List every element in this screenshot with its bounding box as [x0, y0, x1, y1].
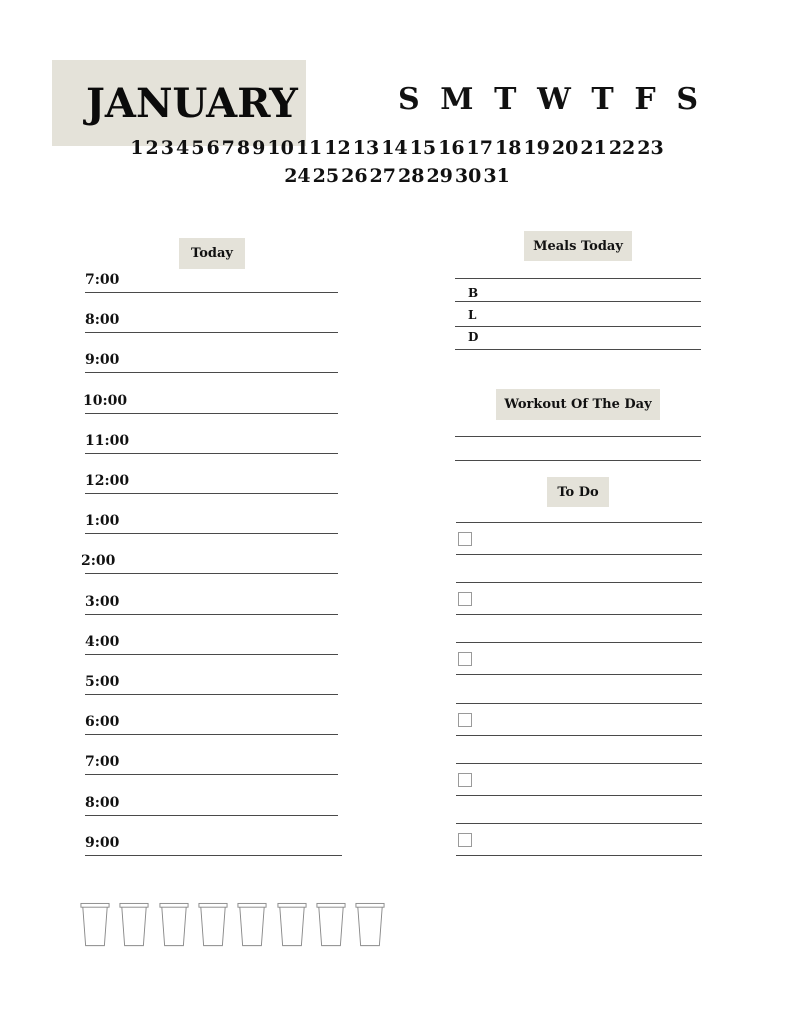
hour-label: 7:00: [85, 272, 120, 288]
weekday-label: S: [676, 82, 698, 117]
weekday-label: W: [537, 82, 571, 117]
date-number: 2: [145, 137, 159, 159]
weekday-label: T: [494, 82, 517, 117]
water-cup-icon[interactable]: [237, 902, 267, 948]
hour-entry-line[interactable]: [85, 694, 338, 695]
todo-checkbox[interactable]: [458, 592, 472, 606]
hour-entry-line[interactable]: [85, 493, 338, 494]
hour-entry-line[interactable]: [85, 413, 338, 414]
todo-entry-line[interactable]: [456, 674, 702, 675]
weekday-label: S: [398, 82, 420, 117]
hour-entry-line[interactable]: [85, 855, 342, 856]
hour-entry-line[interactable]: [85, 332, 338, 333]
date-number: 30: [454, 165, 482, 187]
hour-label: 5:00: [85, 674, 120, 690]
hour-label: 2:00: [81, 553, 116, 570]
date-number: 27: [369, 165, 396, 187]
date-number: 25: [312, 165, 340, 187]
today-heading: Today: [179, 238, 245, 269]
meal-dinner-label: D: [468, 330, 479, 344]
hour-label: 12:00: [85, 473, 130, 489]
todo-line: [456, 763, 702, 764]
workout-line-1[interactable]: [455, 436, 701, 437]
meal-lunch-label: L: [468, 308, 477, 322]
todo-checkbox[interactable]: [458, 532, 472, 546]
hour-label: 11:00: [85, 432, 130, 449]
hour-label: 4:00: [85, 633, 120, 650]
hour-label: 8:00: [85, 794, 120, 811]
date-number: 19: [523, 137, 550, 159]
weekday-header: [398, 82, 698, 117]
todo-entry-line[interactable]: [456, 855, 702, 856]
date-number: 20: [551, 137, 579, 159]
hour-label: 7:00: [85, 754, 120, 771]
hour-label: 9:00: [85, 834, 120, 851]
weekday-label: M: [440, 82, 474, 117]
hour-label: 9:00: [85, 352, 120, 369]
workout-heading: Workout Of The Day: [496, 389, 660, 420]
month-title: JANUARY: [86, 80, 298, 127]
todo-checkbox[interactable]: [458, 713, 472, 727]
workout-line-2[interactable]: [455, 460, 701, 461]
hour-entry-line[interactable]: [85, 734, 338, 735]
date-number: 21: [580, 137, 607, 159]
water-cup-icon[interactable]: [119, 902, 149, 948]
meal-breakfast-line[interactable]: [455, 301, 701, 302]
todo-line: [456, 823, 702, 824]
date-number: 31: [483, 165, 510, 187]
hour-entry-line[interactable]: [85, 292, 338, 293]
meal-dinner-line[interactable]: [455, 349, 701, 350]
date-number: 9: [252, 137, 266, 159]
date-number: 29: [426, 165, 453, 187]
todo-entry-line[interactable]: [456, 735, 702, 736]
water-cup-icon[interactable]: [80, 902, 110, 948]
todo-entry-line[interactable]: [456, 554, 702, 555]
date-number: 26: [341, 165, 368, 187]
meals-top-line: [455, 278, 701, 279]
todo-checkbox[interactable]: [458, 833, 472, 847]
date-number: 3: [160, 137, 174, 159]
todo-checkbox[interactable]: [458, 773, 472, 787]
date-number: 11: [295, 137, 323, 159]
hour-label: 10:00: [83, 392, 128, 409]
hour-entry-line[interactable]: [85, 774, 338, 775]
date-number: 10: [267, 137, 294, 159]
meals-heading: Meals Today: [524, 231, 632, 261]
hour-entry-line[interactable]: [85, 815, 338, 816]
water-cup-icon[interactable]: [198, 902, 228, 948]
hour-entry-line[interactable]: [85, 573, 338, 574]
date-number: 22: [608, 137, 636, 159]
date-number: 4: [175, 137, 190, 159]
meal-breakfast-label: B: [468, 286, 479, 300]
todo-line: [456, 642, 702, 643]
date-number: 12: [324, 137, 351, 159]
date-number: 16: [438, 137, 465, 159]
hour-entry-line[interactable]: [85, 533, 338, 534]
hour-entry-line[interactable]: [85, 372, 338, 373]
todo-checkbox[interactable]: [458, 652, 472, 666]
hour-label: 8:00: [85, 312, 120, 329]
date-number: 5: [191, 137, 205, 159]
date-row-2: [0, 165, 794, 187]
date-number: 23: [637, 137, 664, 159]
date-number: 6: [206, 137, 220, 159]
water-cup-icon[interactable]: [159, 902, 189, 948]
water-cup-icon[interactable]: [355, 902, 385, 948]
meal-lunch-line[interactable]: [455, 326, 701, 327]
todo-heading: To Do: [547, 477, 609, 507]
hour-label: 6:00: [85, 714, 120, 731]
todo-entry-line[interactable]: [456, 795, 702, 796]
water-cup-icon[interactable]: [277, 902, 307, 948]
weekday-label: F: [634, 82, 656, 117]
date-number: 1: [130, 137, 144, 159]
date-number: 15: [409, 137, 437, 159]
hour-entry-line[interactable]: [85, 453, 338, 454]
date-number: 7: [221, 137, 235, 159]
todo-entry-line[interactable]: [456, 614, 702, 615]
date-number: 17: [466, 137, 493, 159]
hour-entry-line[interactable]: [85, 614, 338, 615]
date-number: 13: [352, 137, 380, 159]
weekday-label: T: [591, 82, 614, 117]
date-number: 28: [398, 165, 425, 187]
date-row-1: [0, 137, 794, 159]
todo-line: [456, 522, 702, 523]
date-number: 18: [495, 137, 522, 159]
hour-label: 1:00: [85, 513, 120, 530]
hour-entry-line[interactable]: [85, 654, 338, 655]
date-number: 14: [381, 137, 408, 159]
hour-label: 3:00: [85, 593, 120, 610]
todo-line: [456, 703, 702, 704]
date-number: 8: [236, 137, 251, 159]
water-cup-icon[interactable]: [316, 902, 346, 948]
date-number: 24: [284, 165, 311, 187]
todo-line: [456, 582, 702, 583]
